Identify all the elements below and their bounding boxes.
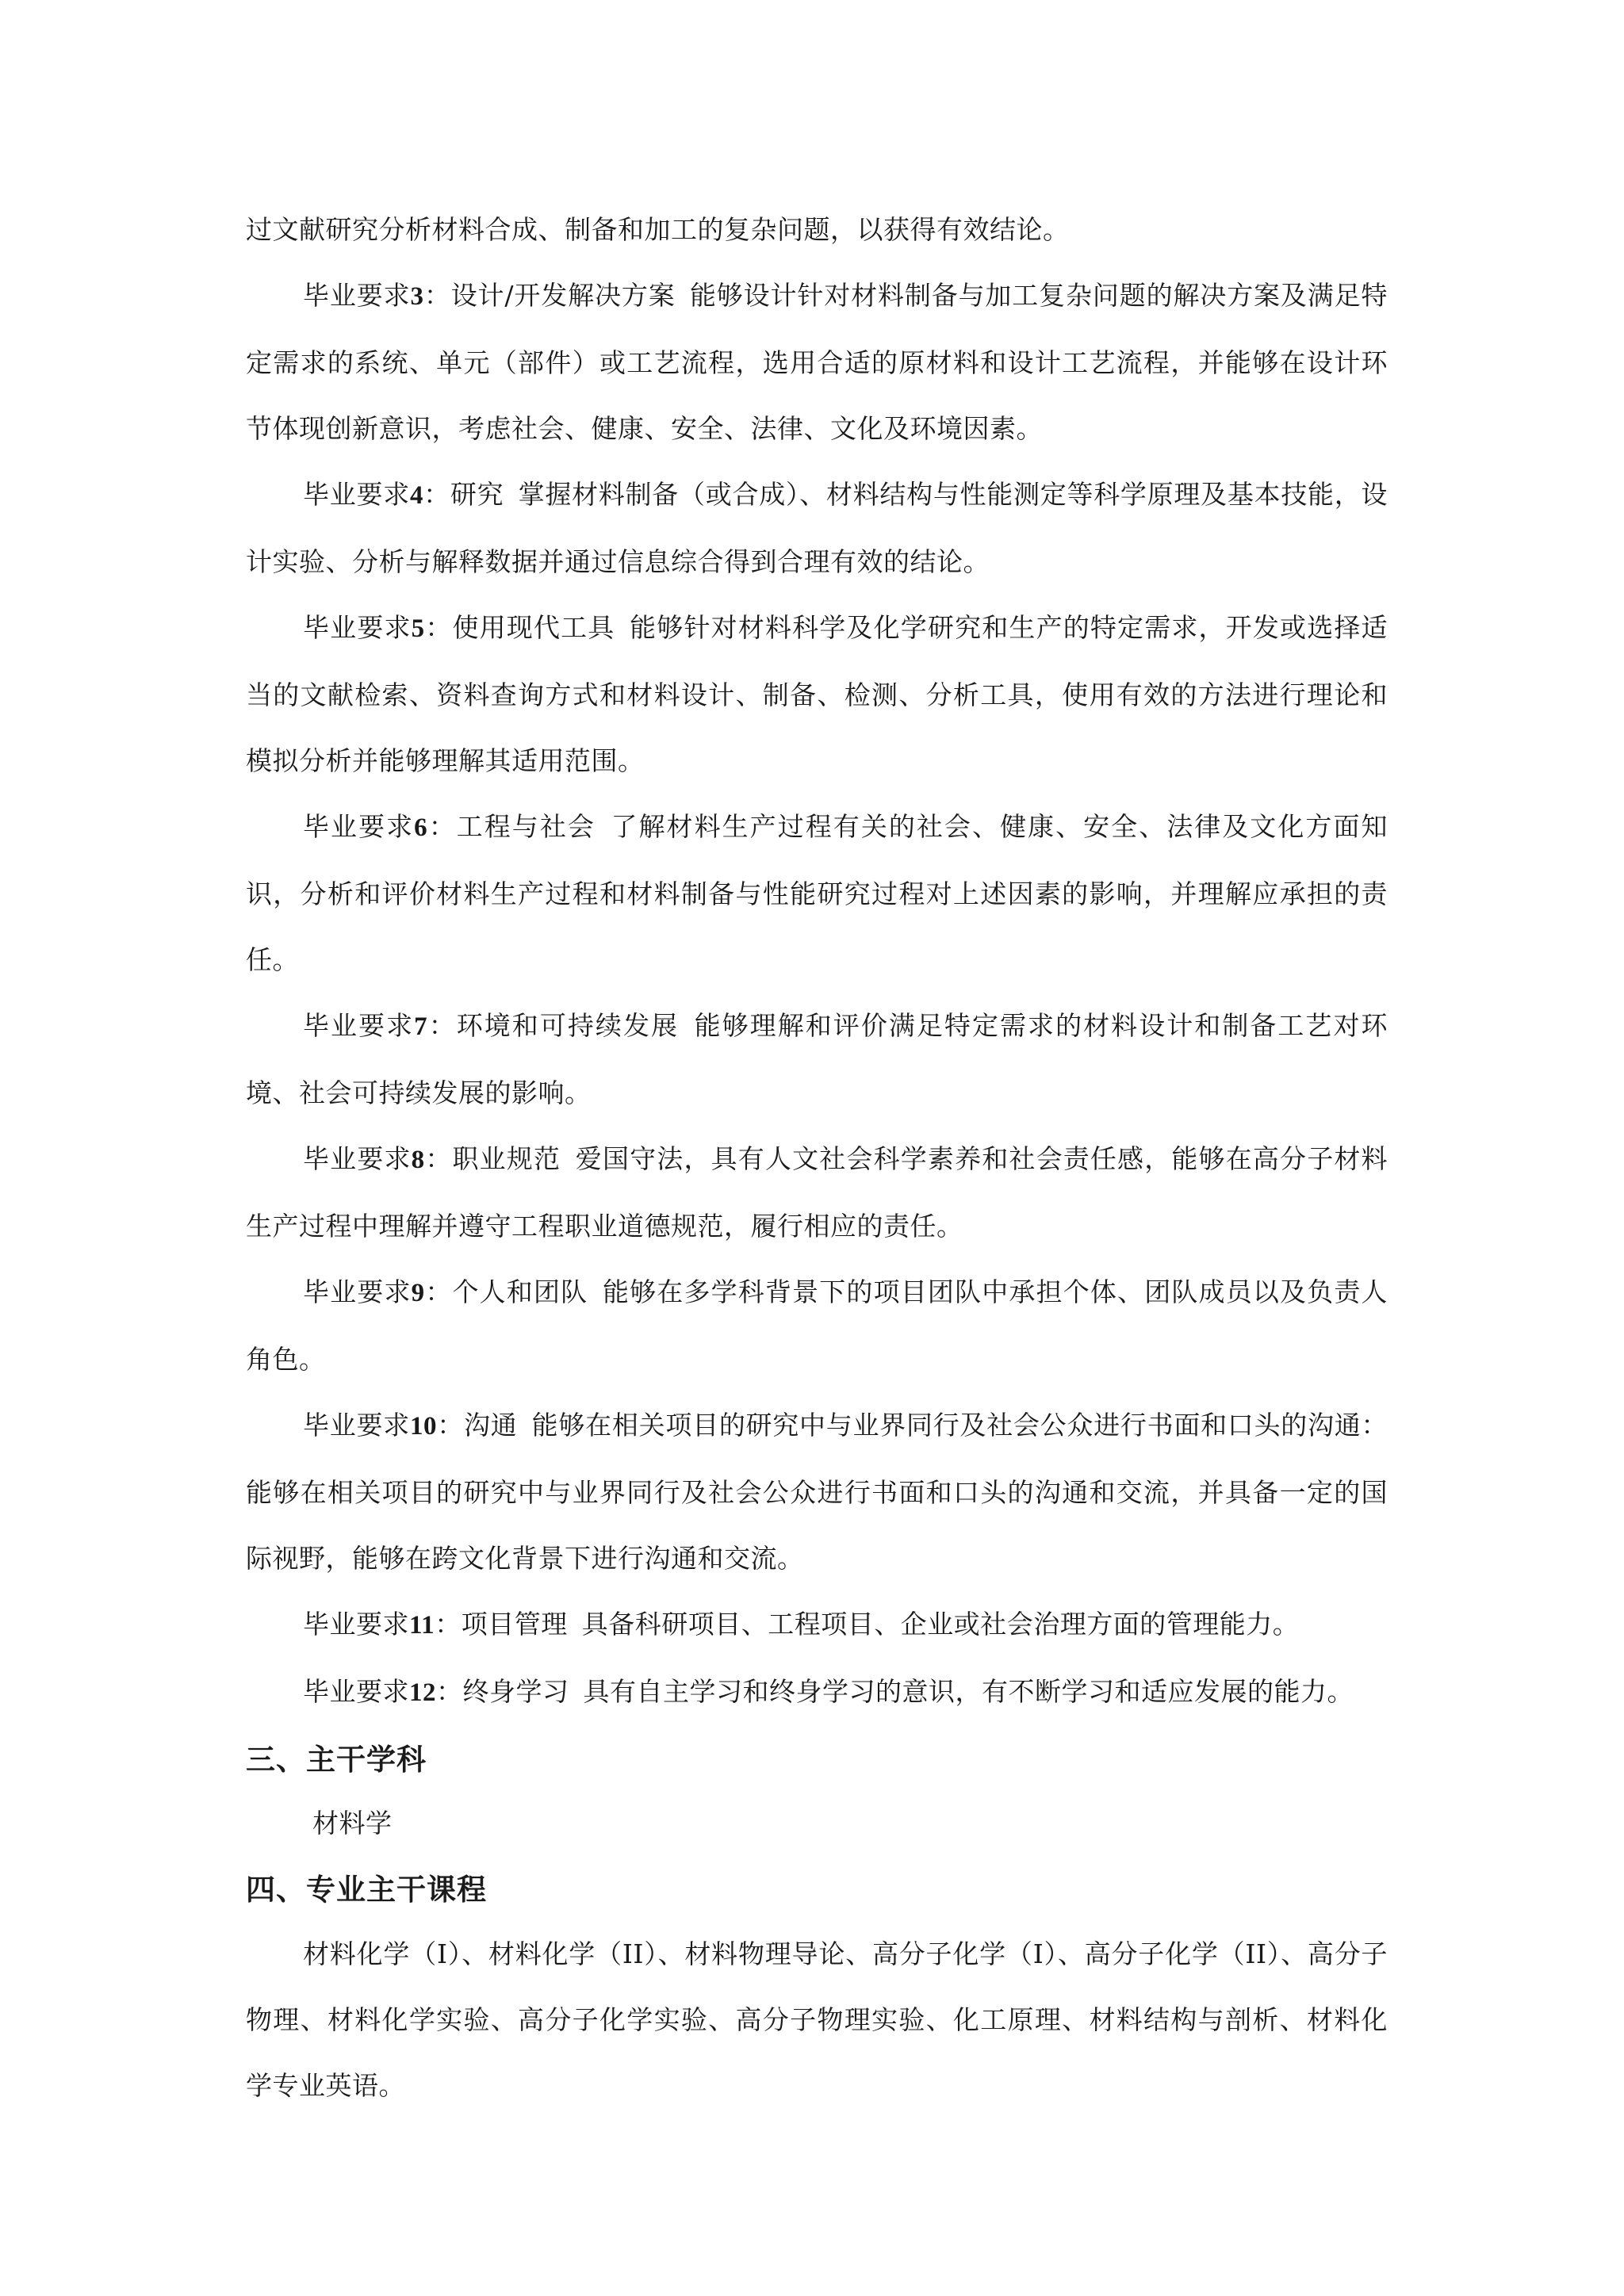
requirement-text: 爱国守法，具有人文社会科学素养和社会责任感，能够在高分子材料生产过程中理解并遵守工程职业道德规范，履行相应的责任。 bbox=[246, 1143, 1388, 1242]
requirement-label: 毕业要求 bbox=[303, 612, 412, 643]
requirement-colon: ： bbox=[424, 612, 453, 643]
requirement-title: 个人和团队 bbox=[452, 1276, 588, 1307]
requirement-item bbox=[246, 794, 1388, 993]
requirement-title: 项目管理 bbox=[461, 1609, 568, 1640]
requirement-number: 7 bbox=[414, 1012, 428, 1041]
section-heading-main-discipline: 三、主干学科 bbox=[246, 1743, 427, 1777]
requirement-colon: ： bbox=[424, 1143, 453, 1174]
intro-line: 过文献研究分析材料合成、制备和加工的复杂问题，以获得有效结论。 bbox=[246, 214, 1070, 245]
requirement-colon: ： bbox=[436, 1410, 464, 1441]
requirement-label: 毕业要求 bbox=[303, 1010, 415, 1041]
requirement-number: 6 bbox=[414, 813, 428, 842]
requirement-number: 11 bbox=[409, 1611, 435, 1640]
requirement-colon: ： bbox=[436, 1676, 463, 1707]
requirement-item bbox=[246, 1259, 1388, 1392]
requirement-colon: ： bbox=[427, 1010, 457, 1041]
requirement-text: 了解材料生产过程有关的社会、健康、安全、法律及文化方面知识，分析和评价材料生产过程和材料制备与性能研究过程对上述因素的影响，并理解应承担的责任。 bbox=[246, 811, 1388, 975]
requirement-number: 12 bbox=[409, 1678, 436, 1707]
requirement-title: 环境和可持续发展 bbox=[456, 1010, 680, 1041]
requirement-text: 能够设计针对材料制备与加工复杂问题的解决方案及满足特定需求的系统、单元（部件）或工艺流程，选用合适的原材料和设计工艺流程，并能够在设计环节体现创新意识，考虑社会、健康、安全、法律、文化及环境因素。 bbox=[246, 280, 1388, 444]
requirement-text: 能够理解和评价满足特定需求的材料设计和制备工艺对环境、社会可持续发展的影响。 bbox=[246, 1010, 1388, 1108]
requirement-label: 毕业要求 bbox=[303, 1676, 409, 1707]
requirement-label: 毕业要求 bbox=[303, 1143, 412, 1174]
requirement-item bbox=[246, 993, 1388, 1126]
requirement-title: 沟通 bbox=[463, 1410, 518, 1441]
requirement-colon: ： bbox=[423, 479, 450, 510]
core-courses-list: 材料化学（I）、材料化学（II）、材料物理导论、高分子化学（I）、高分子化学（II）、高分子物理、材料化学实验、高分子化学实验、高分子物理实验、化工原理、材料结构与剖析、材料化学专业英语。 bbox=[246, 1938, 1388, 2101]
requirement-item bbox=[246, 1126, 1388, 1259]
requirement-number: 4 bbox=[409, 481, 423, 510]
requirement-text: 能够在多学科背景下的项目团队中承担个体、团队成员以及负责人角色。 bbox=[246, 1276, 1388, 1375]
requirement-item bbox=[246, 1392, 1388, 1591]
requirement-item bbox=[246, 1591, 1388, 1659]
requirement-title: 工程与社会 bbox=[456, 811, 596, 842]
requirement-text: 能够针对材料科学及化学研究和生产的特定需求，开发或选择适当的文献检索、资料查询方式和材料设计、制备、检测、分析工具，使用有效的方法进行理论和模拟分析并能够理解其适用范围。 bbox=[246, 612, 1388, 776]
requirement-label: 毕业要求 bbox=[303, 280, 411, 311]
requirement-text: 掌握材料制备（或合成）、材料结构与性能测定等科学原理及基本技能，设计实验、分析与解释数据并通过信息综合得到合理有效的结论。 bbox=[246, 479, 1388, 577]
requirement-colon: ： bbox=[423, 280, 451, 311]
requirement-item bbox=[246, 1659, 1388, 1726]
requirement-text: 具备科研项目、工程项目、企业或社会治理方面的管理能力。 bbox=[581, 1609, 1300, 1640]
requirement-title: 终身学习 bbox=[462, 1676, 569, 1707]
requirement-colon: ： bbox=[427, 811, 457, 842]
requirement-title: 设计/开发解决方案 bbox=[450, 280, 676, 311]
requirement-text: 具有自主学习和终身学习的意识，有不断学习和适应发展的能力。 bbox=[583, 1676, 1354, 1707]
requirement-item bbox=[246, 461, 1388, 595]
requirement-label: 毕业要求 bbox=[303, 1410, 410, 1441]
requirement-item bbox=[246, 595, 1388, 794]
requirement-colon: ： bbox=[424, 1276, 453, 1307]
requirement-label: 毕业要求 bbox=[303, 1609, 409, 1640]
main-discipline-value: 材料学 bbox=[312, 1808, 393, 1839]
requirement-title: 使用现代工具 bbox=[452, 612, 615, 643]
section-heading-core-courses: 四、专业主干课程 bbox=[246, 1873, 487, 1907]
requirement-number: 10 bbox=[409, 1412, 437, 1441]
graduation-requirements-list bbox=[246, 262, 1388, 1726]
requirement-text: 能够在相关项目的研究中与业界同行及社会公众进行书面和口头的沟通：能够在相关项目的研究中与业界同行及社会公众进行书面和口头的沟通和交流，并具备一定的国际视野，能够在跨文化背景下进行沟通和交流。 bbox=[246, 1410, 1388, 1574]
requirement-number: 5 bbox=[411, 614, 425, 643]
requirement-label: 毕业要求 bbox=[303, 1276, 412, 1307]
requirement-label: 毕业要求 bbox=[303, 479, 410, 510]
requirement-number: 3 bbox=[410, 282, 424, 311]
requirement-title: 职业规范 bbox=[452, 1143, 561, 1174]
requirement-title: 研究 bbox=[450, 479, 504, 510]
requirement-number: 8 bbox=[411, 1146, 425, 1174]
requirement-number: 9 bbox=[411, 1279, 425, 1307]
requirement-label: 毕业要求 bbox=[303, 811, 415, 842]
requirement-item bbox=[246, 262, 1388, 461]
document-page bbox=[246, 197, 1388, 2118]
requirement-colon: ： bbox=[435, 1609, 462, 1640]
